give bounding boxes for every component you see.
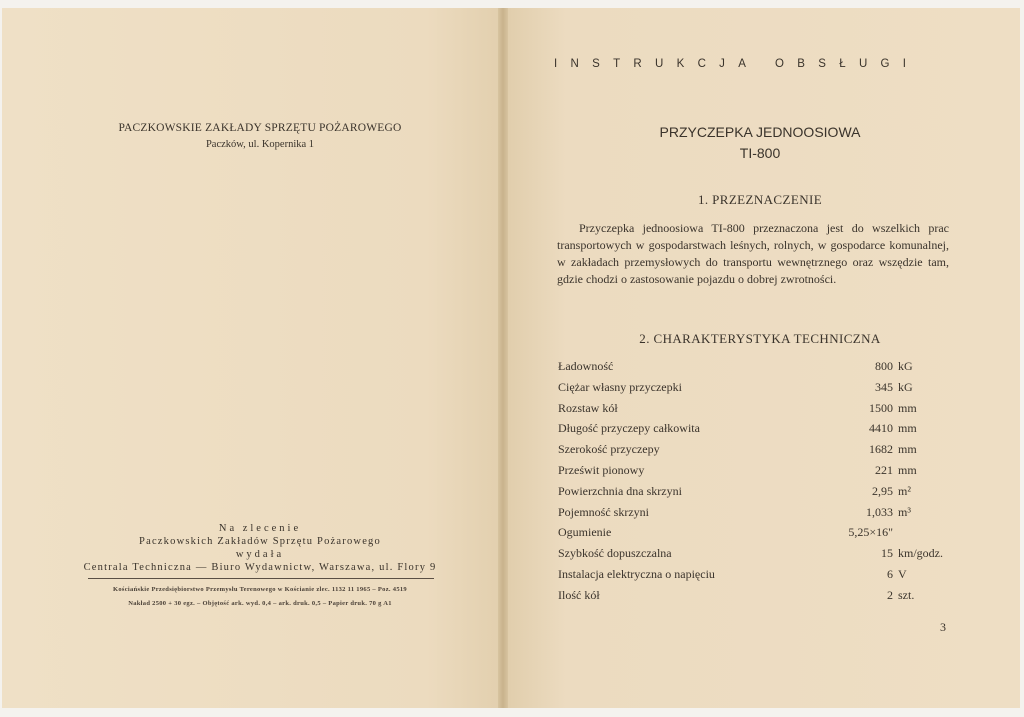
spec-row [558,502,950,523]
spec-value: 5,25×16" [848,525,893,540]
spec-unit: kG [898,359,913,373]
spec-value: 1,033 [866,504,893,519]
spec-row [558,522,950,543]
spec-unit: mm [898,400,917,415]
spec-row [558,543,950,564]
section-2-title: 2. CHARAKTERYSTYKA TECHNICZNA [639,331,881,346]
spec-label: Ładowność [558,359,614,373]
spec-label: Długość przyczepy całkowita [558,421,700,436]
spec-row [558,377,950,398]
section-1-title: 1. PRZEZNACZENIE [697,192,823,207]
publisher-address: Paczków, ul. Kopernika 1 [205,139,315,150]
spec-row [558,585,950,606]
spec-label: Szybkość dopuszczalna [558,546,672,561]
spec-value: 345 [875,379,893,394]
spec-value: 2,95 [872,483,893,498]
spec-label: Ogumienie [558,525,612,540]
spec-value: 800 [875,359,893,373]
spec-table [558,356,950,606]
spec-unit: km/godz. [898,546,943,561]
spec-row [558,356,950,377]
spec-value: 2 [887,587,893,602]
running-header: INSTRUKCJA OBSŁUGI [554,58,920,70]
imprint-line-1: Na zlecenie [218,523,302,534]
spec-row [558,398,950,419]
spec-label: Ilość kół [558,587,600,602]
spec-unit [893,522,948,543]
imprint-line-2: Paczkowskich Zakładów Sprzętu Pożarowego [139,536,381,547]
spec-unit: m³ [898,504,911,519]
spec-unit: mm [898,421,917,436]
spec-label: Powierzchnia dna skrzyni [558,483,682,498]
spec-unit: szt. [898,587,915,602]
publisher-name: PACZKOWSKIE ZAKŁADY SPRZĘTU POŻAROWEGO [118,122,402,134]
section-1-paragraph: Przyczepka jednoosiowa TI-800 przeznaczona jest do wszelkich prac transportowych w gospodarstwach leśnych, rolnych, w gospodarce komunalnej, w zakładach przemysłowych do transportu wewnętrznego oraz wszędzie tam, gdzie chodzi o zastosowanie pojazdu o dobrej zwrotności. [557,221,949,286]
book-gutter [498,8,508,708]
spec-unit: mm [898,462,917,477]
spec-unit: mm [898,442,917,457]
spec-label: Pojemność skrzyni [558,504,649,519]
spec-unit: kG [898,379,913,394]
spec-value: 221 [875,462,893,477]
spec-row [558,564,950,585]
imprint-line-3: wydała [235,549,285,560]
spec-row [558,439,950,460]
imprint-line-4: Centrala Techniczna — Biuro Wydawnictw, Warszawa, ul. Flory 9 [83,562,437,573]
spec-value: 4410 [869,421,893,436]
spec-label: Szerokość przyczepy [558,442,660,457]
spec-value: 1500 [869,400,893,415]
spec-unit: m² [898,483,911,498]
spec-unit: V [898,566,907,581]
spec-row [558,481,950,502]
model-designation: TI-800 [739,145,781,161]
spec-value: 1682 [869,442,893,457]
document-title: PRZYCZEPKA JEDNOOSIOWA [659,124,861,140]
spec-row [558,460,950,481]
imprint-divider [88,578,434,579]
spec-row [558,418,950,439]
spec-value: 6 [887,566,893,581]
spec-label: Instalacja elektryczna o napięciu [558,566,715,581]
spec-value: 15 [881,546,893,561]
spec-label: Prześwit pionowy [558,462,645,477]
printer-info-line-2: Nakład 2500 + 30 egz. – Objętość ark. wyd. 0,4 – ark. druk. 0,5 – Papier druk. 70 g A1 [128,600,392,607]
page-number: 3 [940,620,946,634]
printer-info-line-1: Kościańskie Przedsiębiorstwo Przemysłu Terenowego w Kościanie zlec. 1132 11 1965 – Poz. 4519 [113,586,407,593]
spec-label: Rozstaw kół [558,400,618,415]
spec-label: Ciężar własny przyczepki [558,379,682,394]
